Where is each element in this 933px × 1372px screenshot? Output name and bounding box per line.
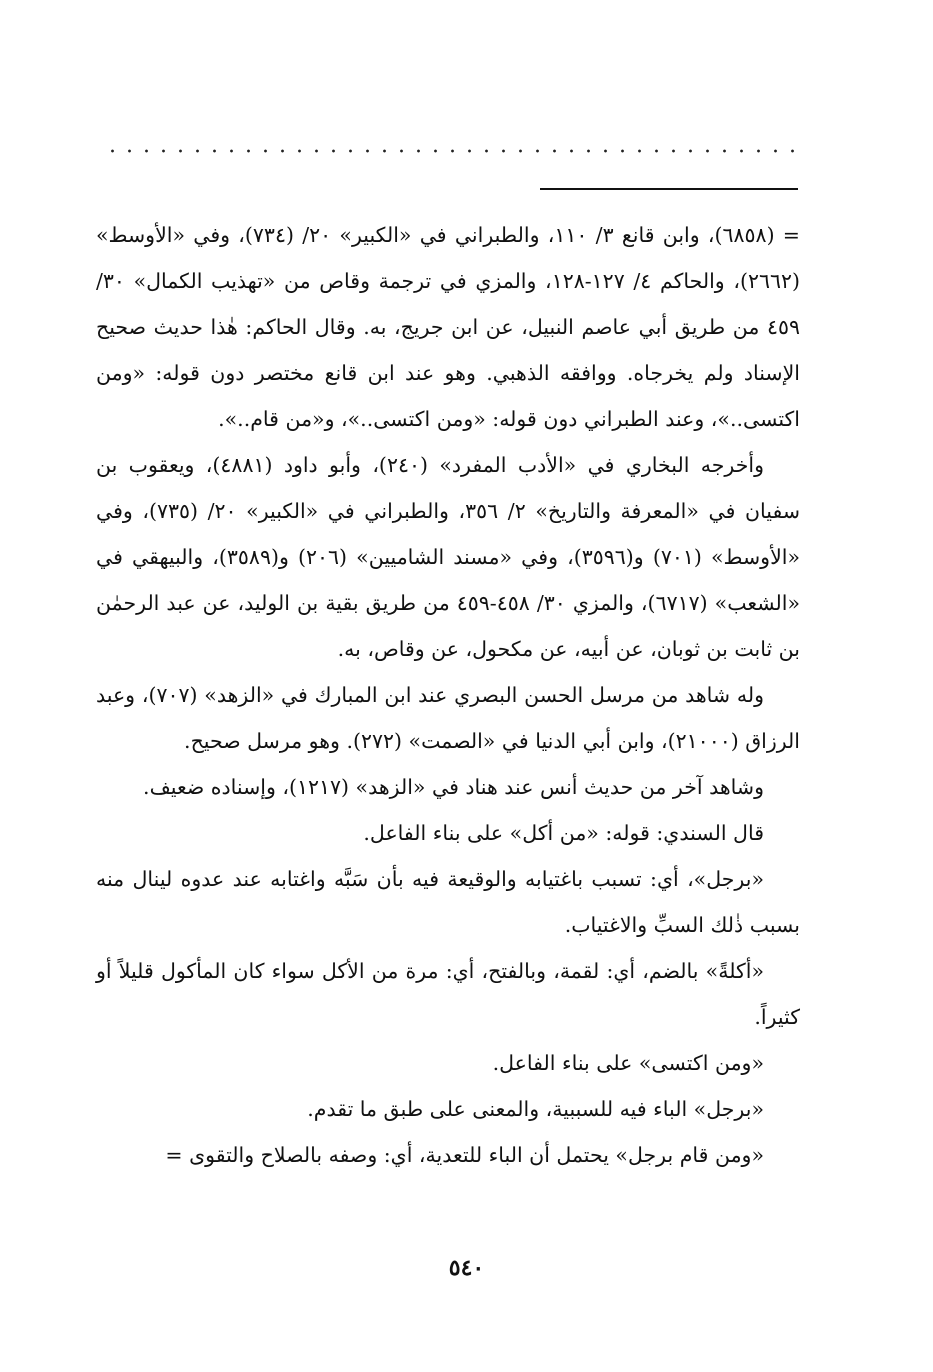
footnote-paragraph: «ومن اكتسى» على بناء الفاعل. [492, 1051, 764, 1075]
footnote-paragraph: «أكلةً» بالضم، أي: لقمة، وبالفتح، أي: مرة من الأكل سواء كان المأكول قليلاً أو كثيراً. [96, 959, 800, 1029]
footnote-paragraph: = (٦٨٥٨)، وابن قانع ٣/ ١١٠، والطبراني في «الكبير» ٢٠/ (٧٣٤)، وفي «الأوسط» (٢٦٦٢)، والحاكم ٤/ ١٢٧-١٢٨، والمزي في ترجمة وقاص من «تهذيب الكمال» ٣٠/ ٤٥٩ من طريق أبي عاصم النبيل، عن ابن جريج، به. وقال الحاكم: هٰذا حديث صحيح الإسناد ولم يخرجاه. ووافقه الذهبي. وهو عند ابن قانع مختصر دون قوله: «ومن اكتسى..»، وعند الطبراني دون قوله: «ومن اكتسى..»، و«من قام..». [96, 223, 800, 431]
footnote-paragraph: «ومن قام برجل» يحتمل أن الباء للتعدية، أي: وصفه بالصلاح والتقوى = [165, 1143, 764, 1167]
footnote-rule [540, 188, 798, 190]
footnotes-section [96, 212, 800, 1178]
footnote-paragraph: قال السندي: قوله: «من أكل» على بناء الفاعل. [363, 821, 764, 845]
page-number: ٥٤٠ [448, 1255, 485, 1281]
footnote-paragraph: «برجل»، أي: تسبب باغتيابه والوقيعة فيه بأن سَبَّه واغتابه عند عدوه لينال منه بسبب ذٰلك السبِّ والاغتياب. [96, 867, 800, 937]
footnote-paragraph: وشاهد آخر من حديث أنس عند هناد في «الزهد» (١٢١٧)، وإسناده ضعيف. [143, 775, 764, 799]
dotted-separator [104, 149, 794, 153]
footnote-paragraph: «برجل» الباء فيه للسببية، والمعنى على طبق ما تقدم. [307, 1097, 764, 1121]
footnote-paragraph: وله شاهد من مرسل الحسن البصري عند ابن المبارك في «الزهد» (٧٠٧)، وعبد الرزاق (٢١٠٠٠)، وابن أبي الدنيا في «الصمت» (٢٧٢). وهو مرسل صحيح. [96, 683, 800, 753]
footnote-paragraph: وأخرجه البخاري في «الأدب المفرد» (٢٤٠)، وأبو داود (٤٨٨١)، ويعقوب بن سفيان في «المعرفة والتاريخ» ٢/ ٣٥٦، والطبراني في «الكبير» ٢٠/ (٧٣٥)، وفي «الأوسط» (٧٠١) و(٣٥٩٦)، وفي «مسند الشاميين» (٢٠٦) و(٣٥٨٩)، والبيهقي في «الشعب» (٦٧١٧)، والمزي ٣٠/ ٤٥٨-٤٥٩ من طريق بقية بن الوليد، عن عبد الرحمٰن بن ثابت بن ثوبان، عن أبيه، عن مكحول، عن وقاص، به. [96, 453, 801, 661]
